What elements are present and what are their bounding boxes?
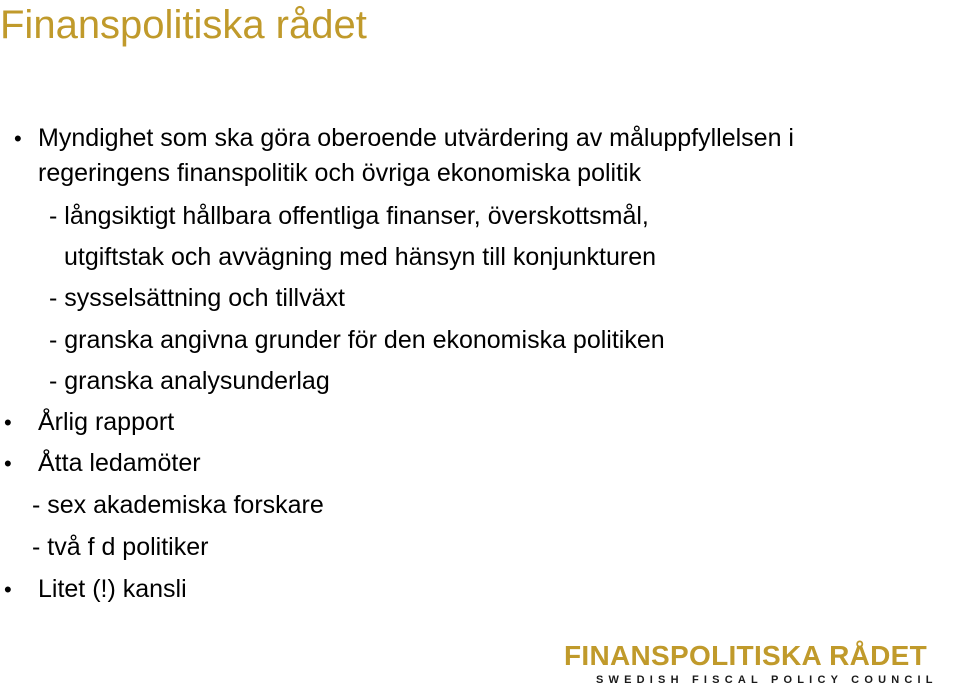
bullet-marker: •	[14, 126, 22, 151]
logo-tagline: SWEDISH FISCAL POLICY COUNCIL	[596, 674, 938, 686]
bullet-marker: •	[4, 410, 12, 435]
bullet-text-line: Årlig rapport	[38, 408, 175, 436]
bullet-marker: •	[4, 451, 12, 476]
sub-item-line: - granska angivna grunder för den ekonomiska politiken	[49, 326, 665, 354]
sub-item-line: - granska analysunderlag	[49, 367, 330, 395]
slide-title: Finanspolitiska rådet	[0, 3, 367, 47]
sub-item-line: - långsiktigt hållbara offentliga finanser, överskottsmål,	[49, 202, 649, 230]
bullet-text-line: regeringens finanspolitik och övriga ekonomiska politik	[38, 159, 642, 187]
bullet-text-line: Litet (!) kansli	[38, 575, 187, 603]
bullet-marker: •	[4, 577, 12, 602]
sub-item-line: - sysselsättning och tillväxt	[49, 284, 345, 312]
sub-item-line: utgiftstak och avvägning med hänsyn till konjunkturen	[64, 243, 657, 271]
sub-item-line: - sex akademiska forskare	[32, 491, 324, 519]
bullet-text-line: Myndighet som ska göra oberoende utvärdering av måluppfyllelsen i	[38, 124, 794, 152]
bullet-text-line: Åtta ledamöter	[38, 449, 201, 477]
sub-item-line: - två f d politiker	[32, 533, 209, 561]
logo-wordmark: FINANSPOLITISKA RÅDET	[564, 640, 928, 671]
